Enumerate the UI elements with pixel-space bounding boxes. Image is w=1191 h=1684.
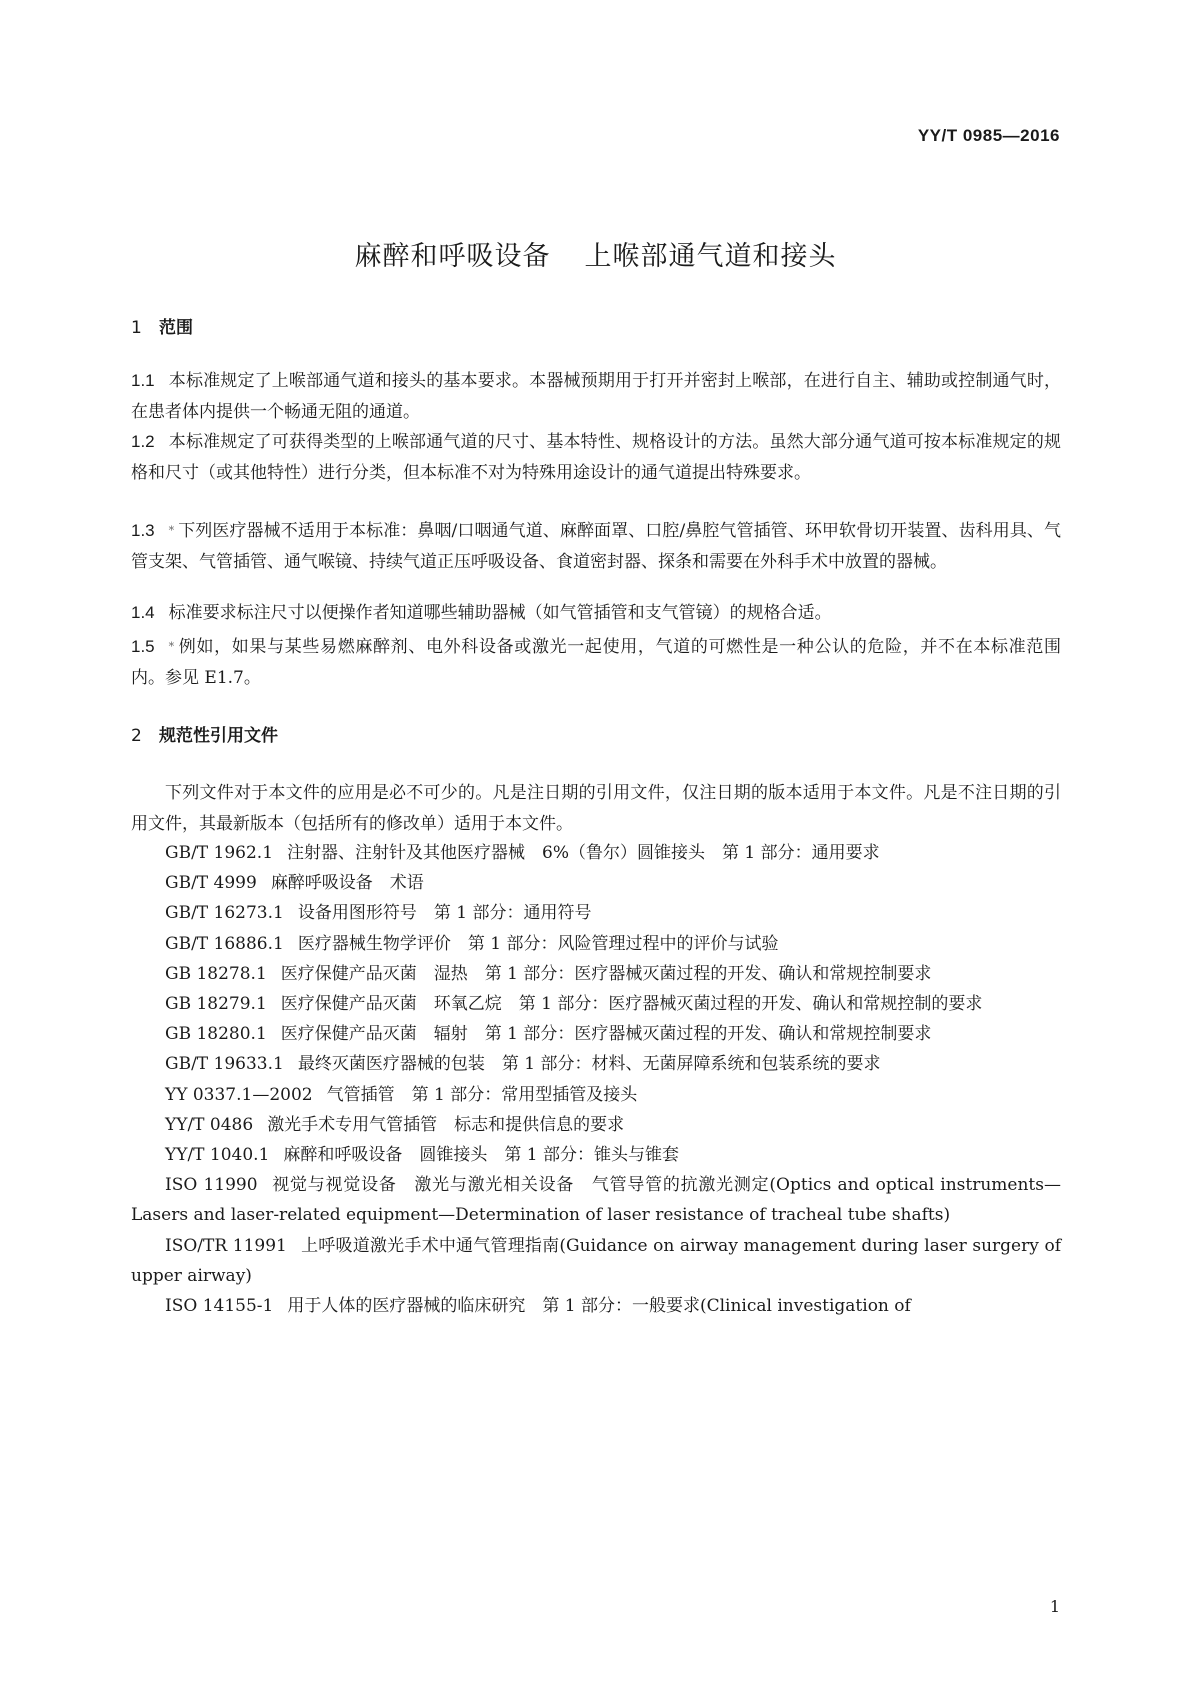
section-2-intro: 下列文件对于本文件的应用是必不可少的。凡是注日期的引用文件，仅注日期的版本适用于本文件。凡是不注日期的引用文件，其最新版本（包括所有的修改单）适用于本文件。 xyxy=(131,783,1061,834)
reference-code: ISO 11990 xyxy=(165,1175,258,1196)
section-1-number: 1 xyxy=(131,318,142,338)
reference-item xyxy=(131,929,1061,959)
reference-item xyxy=(131,1170,1061,1230)
reference-code: YY/T 0486 xyxy=(165,1114,254,1135)
reference-title: 医疗器械生物学评价 第 1 部分：风险管理过程中的评价与试验 xyxy=(297,933,779,954)
section-2-number: 2 xyxy=(131,726,142,746)
reference-item xyxy=(131,1231,1061,1291)
clause-text: 本标准规定了上喉部通气道和接头的基本要求。本器械预期用于打开并密封上喉部，在进行自主、辅助或控制通气时，在患者体内提供一个畅通无阻的通道。 xyxy=(131,371,1061,422)
reference-item xyxy=(131,1080,1061,1110)
page-number: 1 xyxy=(1049,1597,1060,1616)
clause-id: 1.4 xyxy=(131,603,155,622)
reference-title: 上呼吸道激光手术中通气管理指南(Guidance on airway management during laser surgery of upper airway) xyxy=(131,1235,1061,1286)
section-2-title: 规范性引用文件 xyxy=(159,726,278,746)
document-title xyxy=(0,234,1191,273)
reference-code: GB 18280.1 xyxy=(165,1024,267,1045)
reference-code: YY/T 1040.1 xyxy=(165,1145,270,1166)
clause-id: 1.2 xyxy=(131,432,155,451)
clause-id: 1.3 xyxy=(131,521,155,540)
reference-title: 气管插管 第 1 部分：常用型插管及接头 xyxy=(326,1084,638,1105)
clause-1-1 xyxy=(131,365,1061,428)
section-2-heading xyxy=(131,721,278,746)
reference-item xyxy=(131,989,1061,1019)
reference-title: 注射器、注射针及其他医疗器械 6%（鲁尔）圆锥接头 第 1 部分：通用要求 xyxy=(287,843,880,863)
reference-code: GB/T 16273.1 xyxy=(165,903,284,924)
reference-code: ISO 14155-1 xyxy=(165,1296,274,1317)
clause-text: 例如，如果与某些易燃麻醉剂、电外科设备或激光一起使用，气道的可燃性是一种公认的危险，并不在本标准范围内。参见 E1.7。 xyxy=(131,637,1061,688)
clause-1-2 xyxy=(131,426,1061,489)
clause-1-3 xyxy=(131,515,1061,578)
reference-title: 医疗保健产品灭菌 辐射 第 1 部分：医疗器械灭菌过程的开发、确认和常规控制要求 xyxy=(280,1024,932,1045)
title-part1: 麻醉和呼吸设备 xyxy=(354,241,551,272)
reference-code: GB/T 4999 xyxy=(165,873,257,894)
reference-title: 麻醉和呼吸设备 圆锥接头 第 1 部分：锥头与锥套 xyxy=(283,1145,680,1166)
clause-1-4 xyxy=(131,597,1061,629)
reference-item xyxy=(131,1110,1061,1140)
reference-code: GB 18279.1 xyxy=(165,994,267,1015)
asterisk-mark: * xyxy=(168,640,175,653)
reference-title: 最终灭菌医疗器械的包装 第 1 部分：材料、无菌屏障系统和包装系统的要求 xyxy=(297,1054,881,1075)
clause-text: 本标准规定了可获得类型的上喉部通气道的尺寸、基本特性、规格设计的方法。虽然大部分通气道可按本标准规定的规格和尺寸（或其他特性）进行分类，但本标准不对为特殊用途设计的通气道提出特殊要求。 xyxy=(131,432,1061,483)
clause-text: 下列医疗器械不适用于本标准：鼻咽/口咽通气道、麻醉面罩、口腔/鼻腔气管插管、环甲软骨切开装置、齿科用具、气管支架、气管插管、通气喉镜、持续气道正压呼吸设备、食道密封器、探条和需要在外科手术中放置的器械。 xyxy=(131,521,1061,572)
reference-item xyxy=(131,959,1061,989)
section-1-heading xyxy=(131,313,193,338)
clause-1-5 xyxy=(131,631,1061,694)
reference-code: GB/T 16886.1 xyxy=(165,933,284,954)
reference-title: 医疗保健产品灭菌 湿热 第 1 部分：医疗器械灭菌过程的开发、确认和常规控制要求 xyxy=(280,963,932,984)
title-part2: 上喉部通气道和接头 xyxy=(584,241,837,272)
clause-id: 1.1 xyxy=(131,371,155,390)
reference-code: YY 0337.1—2002 xyxy=(165,1084,313,1105)
clause-id: 1.5 xyxy=(131,637,155,656)
reference-code: ISO/TR 11991 xyxy=(165,1235,287,1256)
reference-item xyxy=(131,1291,1061,1321)
reference-title: 设备用图形符号 第 1 部分：通用符号 xyxy=(297,903,592,924)
reference-item xyxy=(131,838,1061,868)
reference-title: 医疗保健产品灭菌 环氧乙烷 第 1 部分：医疗器械灭菌过程的开发、确认和常规控制的要求 xyxy=(280,994,983,1015)
reference-item xyxy=(131,1140,1061,1170)
asterisk-mark: * xyxy=(168,524,175,537)
clause-text: 标准要求标注尺寸以便操作者知道哪些辅助器械（如气管插管和支气管镜）的规格合适。 xyxy=(168,603,832,623)
reference-title: 视觉与视觉设备 激光与激光相关设备 气管导管的抗激光测定(Optics and optical instruments— Lasers and laser-related equipment—Determination of laser resistance of tracheal tube shafts) xyxy=(131,1175,1061,1226)
reference-code: GB/T 1962.1 xyxy=(165,843,274,863)
standard-code: YY/T 0985—2016 xyxy=(917,126,1060,145)
reference-item xyxy=(131,898,1061,928)
section-1-title: 范围 xyxy=(159,318,193,338)
reference-item xyxy=(131,1019,1061,1049)
reference-title: 激光手术专用气管插管 标志和提供信息的要求 xyxy=(267,1114,625,1135)
reference-item xyxy=(131,868,1061,898)
reference-code: GB 18278.1 xyxy=(165,963,267,984)
reference-title: 用于人体的医疗器械的临床研究 第 1 部分：一般要求(Clinical investigation of xyxy=(287,1296,911,1317)
reference-list xyxy=(131,838,1061,1321)
reference-item xyxy=(131,1049,1061,1079)
reference-title: 麻醉呼吸设备 术语 xyxy=(270,873,424,894)
reference-code: GB/T 19633.1 xyxy=(165,1054,284,1075)
